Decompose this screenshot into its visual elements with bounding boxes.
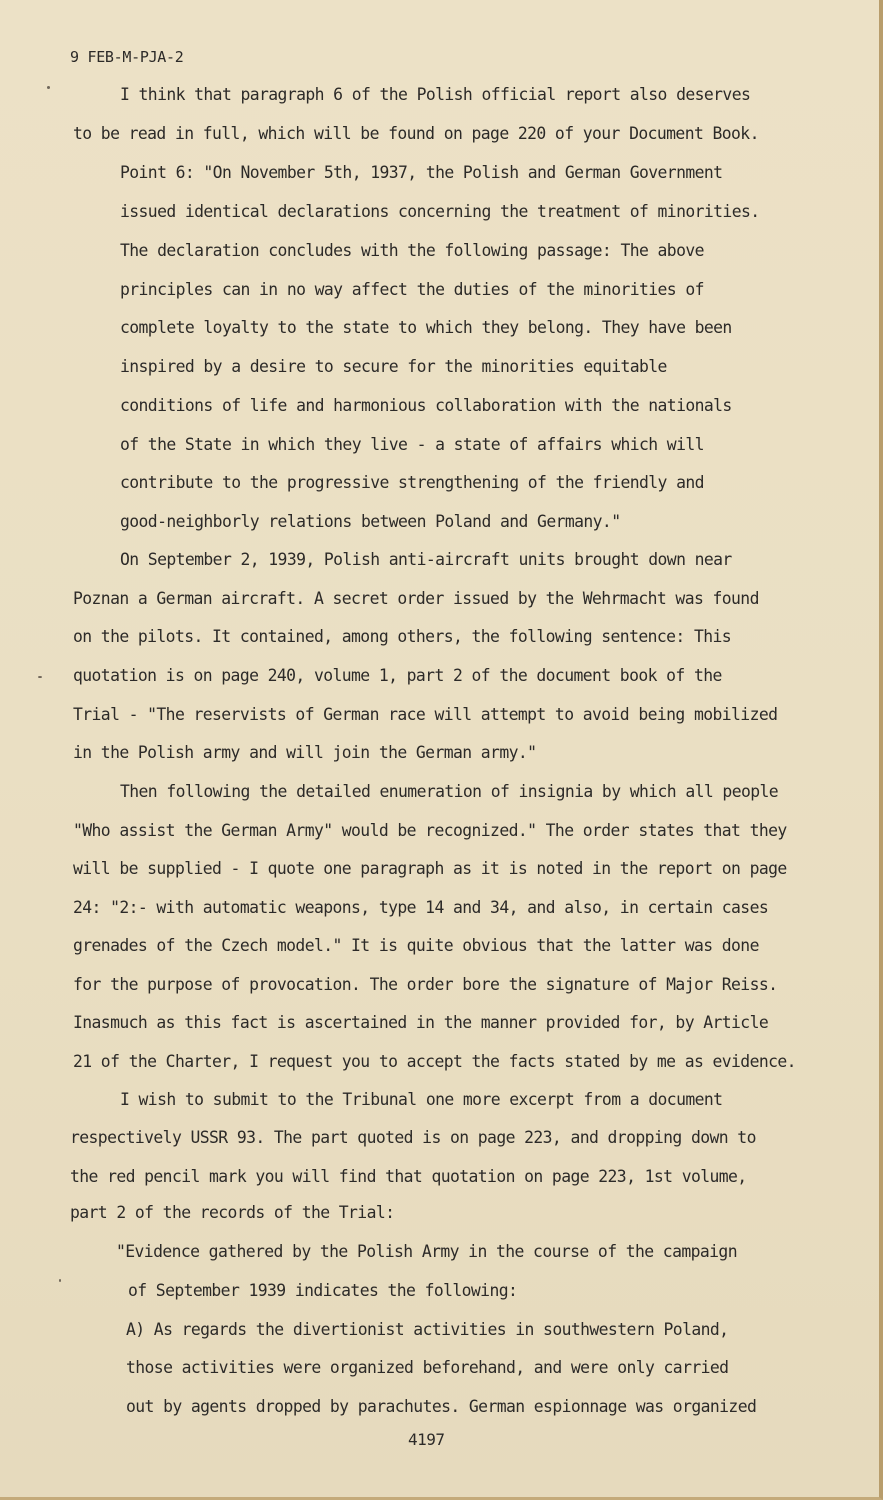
text-line: I wish to submit to the Tribunal one more excerpt from a document bbox=[120, 1090, 723, 1109]
text-line: conditions of life and harmonious collaboration with the nationals bbox=[120, 396, 732, 415]
margin-speck bbox=[38, 676, 42, 678]
text-line: issued identical declarations concerning the treatment of minorities. bbox=[120, 202, 760, 221]
text-line: contribute to the progressive strengthening of the friendly and bbox=[120, 473, 704, 492]
text-line: I think that paragraph 6 of the Polish official report also deserves bbox=[120, 85, 751, 104]
text-line: part 2 of the records of the Trial: bbox=[70, 1203, 395, 1222]
text-line: Poznan a German aircraft. A secret order issued by the Wehrmacht was found bbox=[73, 589, 759, 608]
text-line: complete loyalty to the state to which they belong. They have been bbox=[120, 318, 732, 337]
text-line: of September 1939 indicates the following: bbox=[128, 1281, 518, 1300]
margin-speck bbox=[59, 1279, 61, 1282]
text-line: Inasmuch as this fact is ascertained in the manner provided for, by Article bbox=[73, 1013, 769, 1032]
text-line: quotation is on page 240, volume 1, part 2 of the document book of the bbox=[73, 666, 722, 685]
text-line: those activities were organized beforehand, and were only carried bbox=[126, 1358, 729, 1377]
text-line: 24: "2:- with automatic weapons, type 14 and 34, and also, in certain cases bbox=[73, 898, 769, 917]
page-number: 4197 bbox=[408, 1430, 445, 1449]
text-line: of the State in which they live - a state of affairs which will bbox=[120, 435, 704, 454]
text-line: Point 6: "On November 5th, 1937, the Polish and German Government bbox=[120, 163, 723, 182]
text-line: in the Polish army and will join the German army." bbox=[73, 743, 537, 762]
text-line: inspired by a desire to secure for the minorities equitable bbox=[120, 357, 667, 376]
text-line: principles can in no way affect the duties of the minorities of bbox=[120, 280, 704, 299]
text-line: for the purpose of provocation. The order bore the signature of Major Reiss. bbox=[73, 975, 778, 994]
text-line: grenades of the Czech model." It is quite obvious that the latter was done bbox=[73, 936, 759, 955]
text-line: out by agents dropped by parachutes. German espionnage was organized bbox=[126, 1397, 757, 1416]
text-line: Then following the detailed enumeration of insignia by which all people bbox=[120, 782, 779, 801]
text-line: on the pilots. It contained, among others, the following sentence: This bbox=[73, 627, 732, 646]
text-line: will be supplied - I quote one paragraph as it is noted in the report on page bbox=[73, 859, 787, 878]
text-line: "Evidence gathered by the Polish Army in the course of the campaign bbox=[116, 1242, 737, 1261]
text-line: to be read in full, which will be found on page 220 of your Document Book. bbox=[73, 124, 759, 143]
text-line: good-neighborly relations between Poland and Germany." bbox=[120, 512, 621, 531]
text-line: Trial - "The reservists of German race will attempt to avoid being mobilized bbox=[73, 705, 778, 724]
text-line: respectively USSR 93. The part quoted is on page 223, and dropping down to bbox=[70, 1128, 756, 1147]
text-line: "Who assist the German Army" would be recognized." The order states that they bbox=[73, 821, 787, 840]
text-line: The declaration concludes with the following passage: The above bbox=[120, 241, 704, 260]
margin-speck bbox=[47, 86, 50, 89]
text-line: On September 2, 1939, Polish anti-aircraft units brought down near bbox=[120, 550, 732, 569]
text-line: the red pencil mark you will find that quotation on page 223, 1st volume, bbox=[70, 1167, 747, 1186]
text-line: 21 of the Charter, I request you to accept the facts stated by me as evidence. bbox=[73, 1052, 796, 1071]
text-line: A) As regards the divertionist activities in southwestern Poland, bbox=[126, 1320, 729, 1339]
document-reference: 9 FEB-M-PJA-2 bbox=[70, 48, 184, 66]
